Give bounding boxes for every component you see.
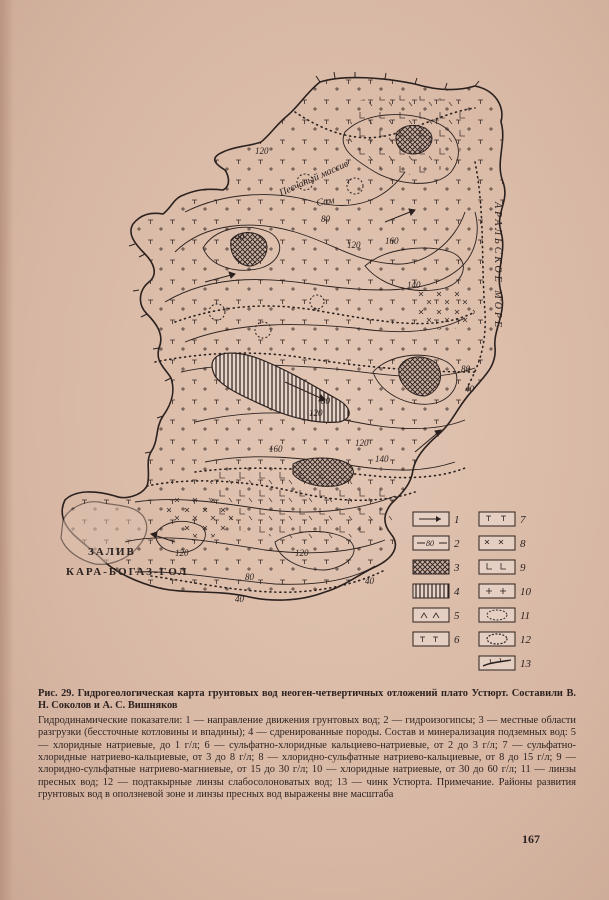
svg-text:6: 6: [454, 634, 460, 646]
isoline-label: 80: [321, 396, 330, 406]
isoline-label: 120: [175, 548, 189, 558]
legend-item-12: [479, 632, 532, 646]
bay-label-line1: ЗАЛИВ: [88, 546, 136, 558]
caption-title: Рис. 29. Гидрогеологическая карта грунтовых вод неоген-четвертичных отложений плато Устюрт. Составили В. Н. Соколов и А. С. Вишняков: [38, 688, 576, 712]
isoline-label: 120: [347, 240, 361, 250]
svg-text:13: 13: [520, 658, 531, 670]
caption-body: Гидродинамические показатели: 1 — направление движения грунтовых вод; 2 — гидроизогипсы; 3 — местные области разгрузки (бессточные котловины и впадины); 4 — сдренированные породы. Состав и минерализация подземных вод: 5 — хлоридные натриевые, до 1 г/л; 6 — сульфатно-хлоридные кальциево-натриевые, от 2 до 3 г/л; 7 — сульфатно-хлоридные натриево-кальциевые, от 3 до 8 г/л; 8 — хлоридно-сульфатные натриево-кальциевые, от 8 до 15 г/л; 9 — хлоридно-сульфатные натриево-магниевые, от 15 до 30 г/л; 10 — хлоридные натриевые, от 30 до 60 г/л; 11 — линзы пресных вод; 12 — подтакырные линзы слабосолоноватых вод; 13 — чинк Устюрта. Примечание. Районы развития грунтовых вод в оползневой зоне и линзы пресных вод выражены вне масштаба: [38, 714, 576, 801]
legend-item-10: [479, 584, 532, 598]
isoline-label: 40: [235, 232, 244, 242]
svg-text:5: 5: [454, 610, 460, 622]
isoline-label: 140: [407, 280, 421, 290]
legend-item-11: [479, 608, 530, 622]
svg-text:7: 7: [520, 514, 526, 526]
svg-text:1: 1: [454, 514, 460, 526]
sam-label: Сам: [315, 194, 336, 209]
isoline-label: 120: [295, 548, 309, 558]
legend-item-9: [479, 560, 526, 574]
legend-item-6: [413, 632, 460, 646]
map-legend: [413, 512, 532, 670]
isoline-label: 80: [245, 572, 254, 582]
legend-item-7: [479, 512, 526, 526]
isoline-label: 40: [465, 384, 474, 394]
legend-item-13: [479, 656, 532, 670]
svg-text:12: 12: [520, 634, 531, 646]
isoline-label: 160: [269, 444, 283, 454]
legend-item-1: [413, 512, 460, 526]
isoline-label: 40: [365, 576, 374, 586]
legend-item-8: [479, 536, 526, 550]
isoline-label: 80: [321, 214, 330, 224]
svg-text:4: 4: [454, 586, 460, 598]
legend-item-3: [413, 560, 460, 574]
svg-text:8: 8: [520, 538, 526, 550]
svg-text:9: 9: [520, 562, 526, 574]
legend-item-2: [413, 536, 460, 550]
svg-text:80: 80: [426, 539, 434, 548]
legend-item-4: [413, 584, 460, 598]
aral-sea-label: АРАЛЬСКОЕ МОРЕ: [492, 202, 503, 331]
isoline-label: 120: [309, 408, 323, 418]
page-fold-shadow: [0, 0, 14, 900]
svg-text:10: 10: [520, 586, 531, 598]
hydrogeological-map: [55, 72, 555, 682]
sand-massif-label: Песчаный массив: [277, 158, 351, 199]
svg-text:11: 11: [520, 610, 531, 622]
isoline-label: 40: [235, 594, 244, 604]
svg-text:2: 2: [454, 538, 460, 550]
isoline-label: 80: [461, 364, 470, 374]
isoline-label: 160: [385, 236, 399, 246]
legend-item-5: [413, 608, 460, 622]
figure-caption: [38, 688, 576, 802]
svg-text:3: 3: [454, 562, 460, 574]
isoline-label: 120: [255, 146, 269, 156]
bay-label-line2: КАРА-БОГАЗ-ГОЛ: [66, 566, 189, 578]
page-number: 167: [522, 832, 540, 846]
isoline-label: 140: [375, 454, 389, 464]
isoline-label: 120: [355, 438, 369, 448]
